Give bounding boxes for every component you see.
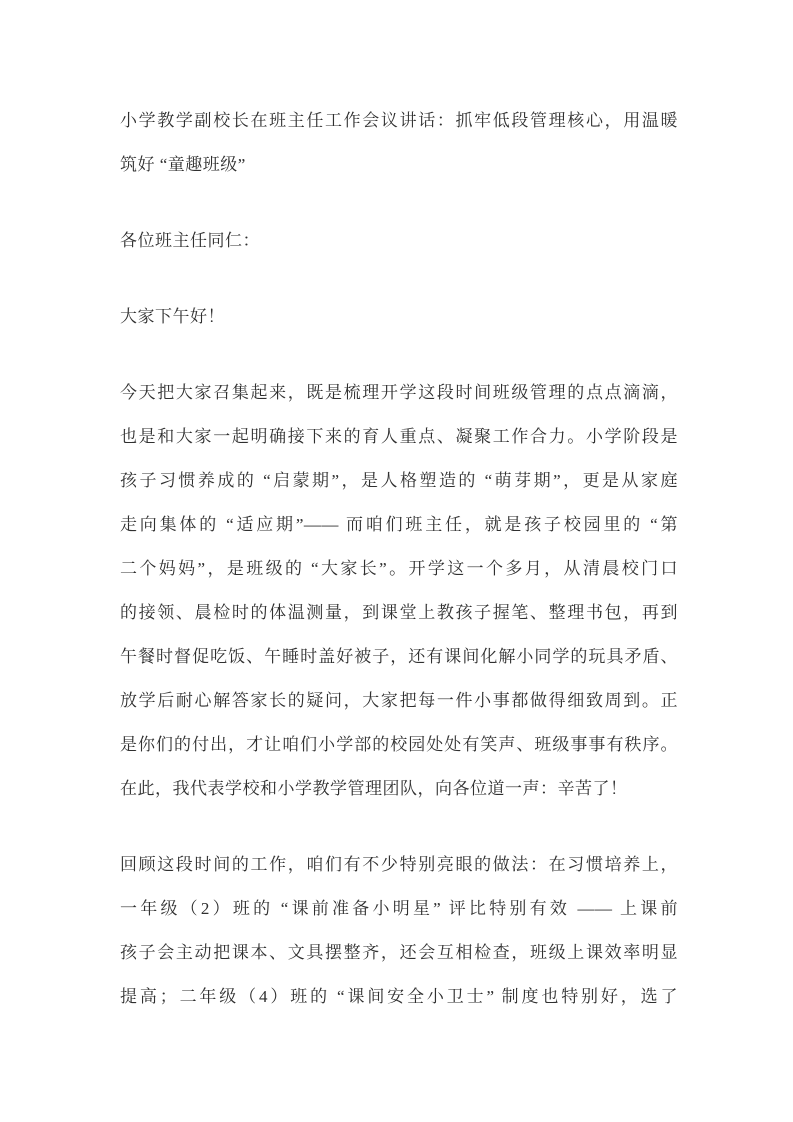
title-line: 小学教学副校长在班主任工作会议讲话：抓牢低段管理核心，用温暖: [120, 111, 678, 130]
text-line: 在此，我代表学校和小学教学管理团队，向各位道一声：辛苦了！: [120, 779, 628, 798]
title-line: 筑好 “童趣班级”: [120, 155, 246, 174]
text-line: 也是和大家一起明确接下来的育人重点、凝聚工作合力。小学阶段是: [120, 427, 678, 446]
text-line: 一年级（2）班的 “课前准备小明星” 评比特别有效 —— 上课前: [120, 899, 678, 918]
text-line: 放学后耐心解答家长的疑问，大家把每一件小事都做得细致周到。正: [120, 691, 678, 710]
paragraph-1: [120, 371, 678, 811]
text-line: 回顾这段时间的工作，咱们有不少特别亮眼的做法：在习惯培养上，: [120, 855, 678, 874]
document-content: [120, 99, 678, 1051]
text-line: 午餐时督促吃饭、午睡时盖好被子，还有课间化解小同学的玩具矛盾、: [120, 647, 678, 666]
greeting: [120, 295, 678, 339]
salutation: [120, 219, 678, 263]
text-line: 走向集体的 “适应期”—— 而咱们班主任，就是孩子校园里的 “第: [120, 515, 678, 534]
text-line: 是你们的付出，才让咱们小学部的校园处处有笑声、班级事事有秩序。: [120, 735, 678, 754]
text-line: 今天把大家召集起来，既是梳理开学这段时间班级管理的点点滴滴，: [120, 383, 678, 402]
text-line: 孩子会主动把课本、文具摆整齐，还会互相检查，班级上课效率明显: [120, 943, 678, 962]
document-title: [120, 99, 678, 187]
text-line: 各位班主任同仁：: [120, 231, 260, 250]
text-line: 的接领、晨检时的体温测量，到课堂上教孩子握笔、整理书包，再到: [120, 603, 678, 622]
paragraph-2: [120, 843, 678, 1019]
text-line: 二个妈妈”，是班级的 “大家长”。开学这一个多月，从清晨校门口: [120, 559, 678, 578]
text-line: 提高；二年级（4）班的 “课间安全小卫士” 制度也特别好，选了: [120, 987, 678, 1006]
text-line: 大家下午好！: [120, 307, 225, 326]
text-line: 孩子习惯养成的 “启蒙期”，是人格塑造的 “萌芽期”，更是从家庭: [120, 471, 678, 490]
